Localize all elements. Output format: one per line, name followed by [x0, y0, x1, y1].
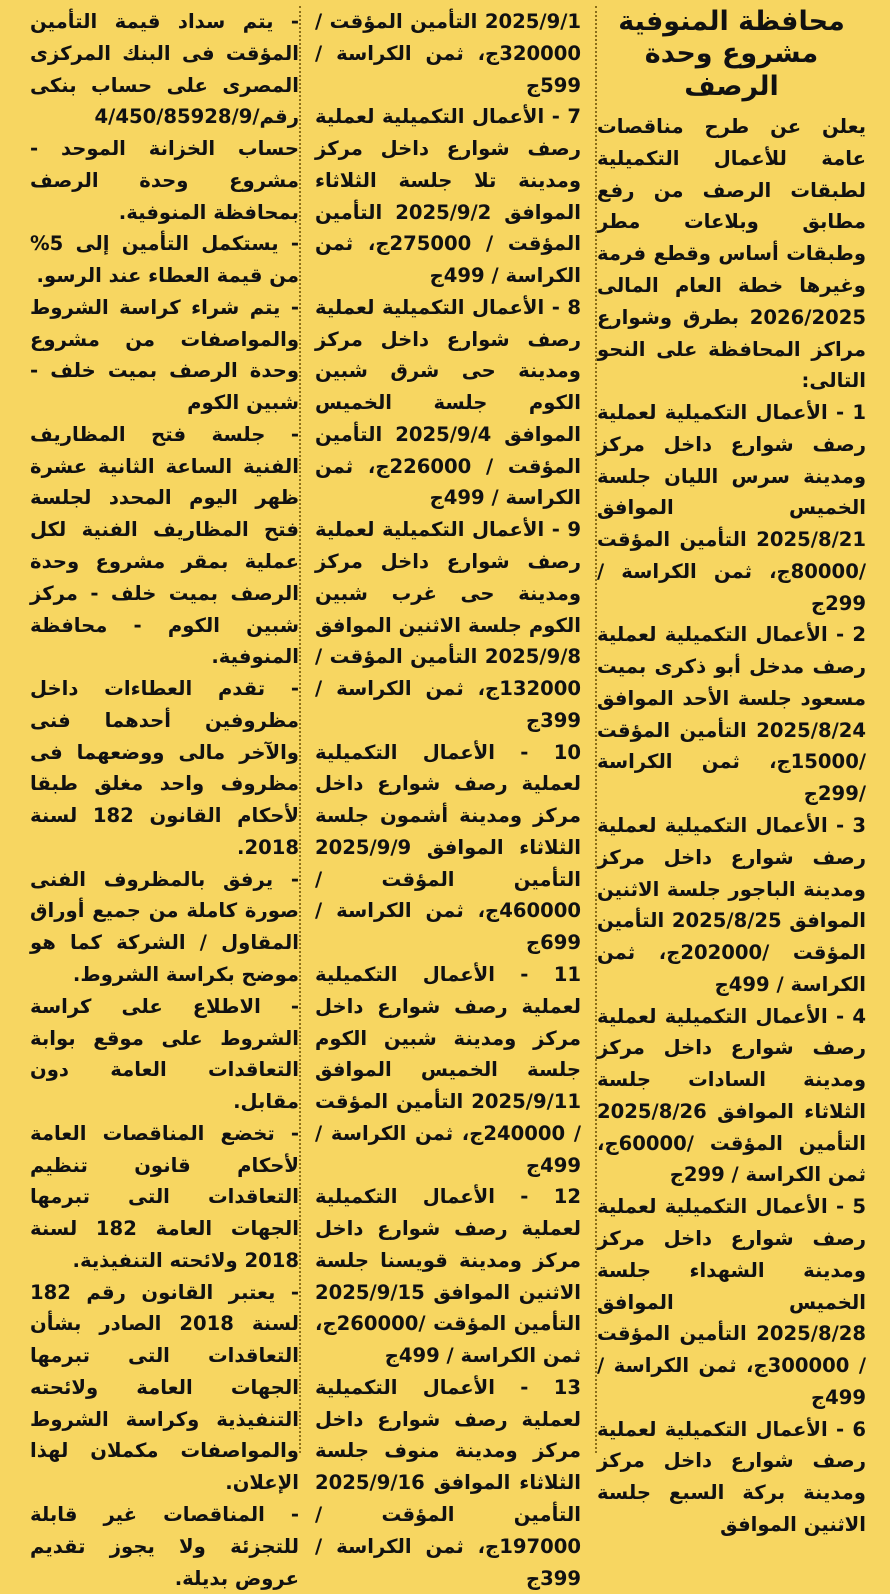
term-item: - يتم سداد قيمة التأمين المؤقت فى البنك المركزى المصرى على حساب بنكى رقم/4/450/85928/9 حساب الخزانة الموحد - مشروع وحدة الرصف بمحافظة المنوفية.	[30, 10, 299, 224]
tender-item: 12 - الأعمال التكميلية لعملية رصف شوارع داخل مركز ومدينة قويسنا جلسة الاثنين الموافق 2025/9/15 التأمين المؤقت /260000ج، ثمن الكراسة / 499ج	[315, 1185, 581, 1368]
term-item: - يتم شراء كراسة الشروط والمواصفات من مشروع وحدة الرصف بميت خلف - شبين الكوم	[30, 295, 299, 415]
tender-item: 5 - الأعمال التكميلية لعملية رصف شوارع داخل مركز ومدينة الشهداء جلسة الخميس الموافق 2025/8/28 التأمين المؤقت / 300000ج، ثمن الكراسة / 499ج	[597, 1195, 866, 1409]
tender-item: 11 - الأعمال التكميلية لعملية رصف شوارع داخل مركز ومدينة شبين الكوم جلسة الخميس الموافق 2025/9/11 التأمين المؤقت / 240000ج، ثمن الكراسة / 499ج	[315, 962, 581, 1177]
term-item: - تخضع المناقصات العامة لأحكام قانون تنظيم التعاقدات التى تبرمها الجهات العامة 182 لسنة 2018 ولائحته التنفيذية.	[30, 1121, 299, 1272]
term-item: - المناقصات غير قابلة للتجزئة ولا يجوز تقديم عروض بديلة.	[30, 1502, 299, 1590]
tender-item: 1 - الأعمال التكميلية لعملية رصف شوارع داخل مركز ومدينة سرس الليان جلسة الخميس الموافق 2025/8/21 التأمين المؤقت /80000ج، ثمن الكراسة / 299ج	[597, 401, 866, 615]
tender-item: 13 - الأعمال التكميلية لعملية رصف شوارع داخل مركز ومدينة منوف جلسة الثلاثاء الموافق 2025/9/16 التأمين المؤقت / 197000ج، ثمن الكراسة / 399ج	[315, 1375, 581, 1590]
column-left	[16, 6, 300, 1590]
term-item: - جلسة فتح المظاريف الفنية الساعة الثانية عشرة ظهر اليوم المحدد لجلسة فتح المظاريف الفنية لكل عملية بمقر مشروع وحدة الرصف بميت خلف - مركز شبين الكوم - محافظة المنوفية.	[30, 422, 299, 669]
column-middle	[301, 6, 595, 1590]
term-item: - يعتبر القانون رقم 182 لسنة 2018 الصادر بشأن التعاقدات التى تبرمها الجهات العامة ولائحته التنفيذية وكراسة الشروط والمواصفات مكملان لهذا الإعلان.	[30, 1280, 300, 1495]
tender-item: 2025/9/1 التأمين المؤقت / 320000ج، ثمن الكراسة / 599ج	[315, 10, 581, 97]
tender-item: 9 - الأعمال التكميلية لعملية رصف شوارع داخل مركز ومدينة حى غرب شبين الكوم جلسة الاثنين الموافق 2025/9/8 التأمين المؤقت / 132000ج، ثمن الكراسة / 399ج	[315, 518, 581, 732]
term-item: - تقدم العطاءات داخل مظروفين أحدهما فنى والآخر مالى ووضعهما فى مظروف واحد مغلق طبقا لأحكام القانون 182 لسنة 2018.	[30, 677, 299, 859]
term-item: - يستكمل التأمين إلى 5% من قيمة العطاء عند الرسو.	[30, 232, 299, 288]
column-divider	[595, 6, 597, 1453]
tender-item: 4 - الأعمال التكميلية لعملية رصف شوارع داخل مركز ومدينة السادات جلسة الثلاثاء الموافق 2025/8/26 التأمين المؤقت /60000ج، ثمن الكراسة / 299ج	[597, 1004, 866, 1187]
tender-item: 8 - الأعمال التكميلية لعملية رصف شوارع داخل مركز ومدينة حى شرق شبين الكوم جلسة الخميس الموافق 2025/9/4 التأمين المؤقت / 226000ج، ثمن الكراسة / 499ج	[315, 295, 581, 510]
tender-item: 10 - الأعمال التكميلية لعملية رصف شوارع داخل مركز ومدينة أشمون جلسة الثلاثاء الموافق 2025/9/9 التأمين المؤقت / 460000ج، ثمن الكراسة / 699ج	[315, 740, 581, 955]
header-project: مشروع وحدة الرصف	[644, 38, 819, 102]
tender-item: 6 - الأعمال التكميلية لعملية رصف شوارع داخل مركز ومدينة بركة السبع جلسة الاثنين الموافق	[597, 1417, 866, 1536]
header-governorate: محافظة المنوفية	[618, 6, 845, 37]
tender-item: 2 - الأعمال التكميلية لعملية رصف مدخل أبو ذكرى بميت مسعود جلسة الأحد الموافق 2025/8/24 التأمين المؤقت /15000ج، ثمن الكراسة /299ج	[597, 623, 866, 806]
intro-paragraph: يعلن عن طرح مناقصات عامة للأعمال التكميلية لطبقات الرصف من رفع مطابق وبلاعات مطر وطبقات أساس وقطع فرمة وغيرها خطة العام المالى 2026/2025 بطرق وشوارع مراكز المحافظة على النحو التالى:	[597, 115, 866, 393]
term-item: - الاطلاع على كراسة الشروط على موقع بوابة التعاقدات العامة دون مقابل.	[30, 994, 299, 1114]
column-divider	[299, 6, 301, 1453]
column-right	[597, 6, 880, 1536]
tender-item: 3 - الأعمال التكميلية لعملية رصف شوارع داخل مركز ومدينة الباجور جلسة الاثنين الموافق 2025/8/25 التأمين المؤقت /202000ج، ثمن الكراسة / 499ج	[597, 814, 866, 996]
term-item: - يرفق بالمظروف الفنى صورة كاملة من جميع أوراق المقاول / الشركة كما هو موضح بكراسة الشروط.	[30, 867, 299, 986]
tender-item: 7 - الأعمال التكميلية لعملية رصف شوارع داخل مركز ومدينة تلا جلسة الثلاثاء الموافق 2025/9/2 التأمين المؤقت / 275000ج، ثمن الكراسة / 499ج	[315, 105, 581, 288]
